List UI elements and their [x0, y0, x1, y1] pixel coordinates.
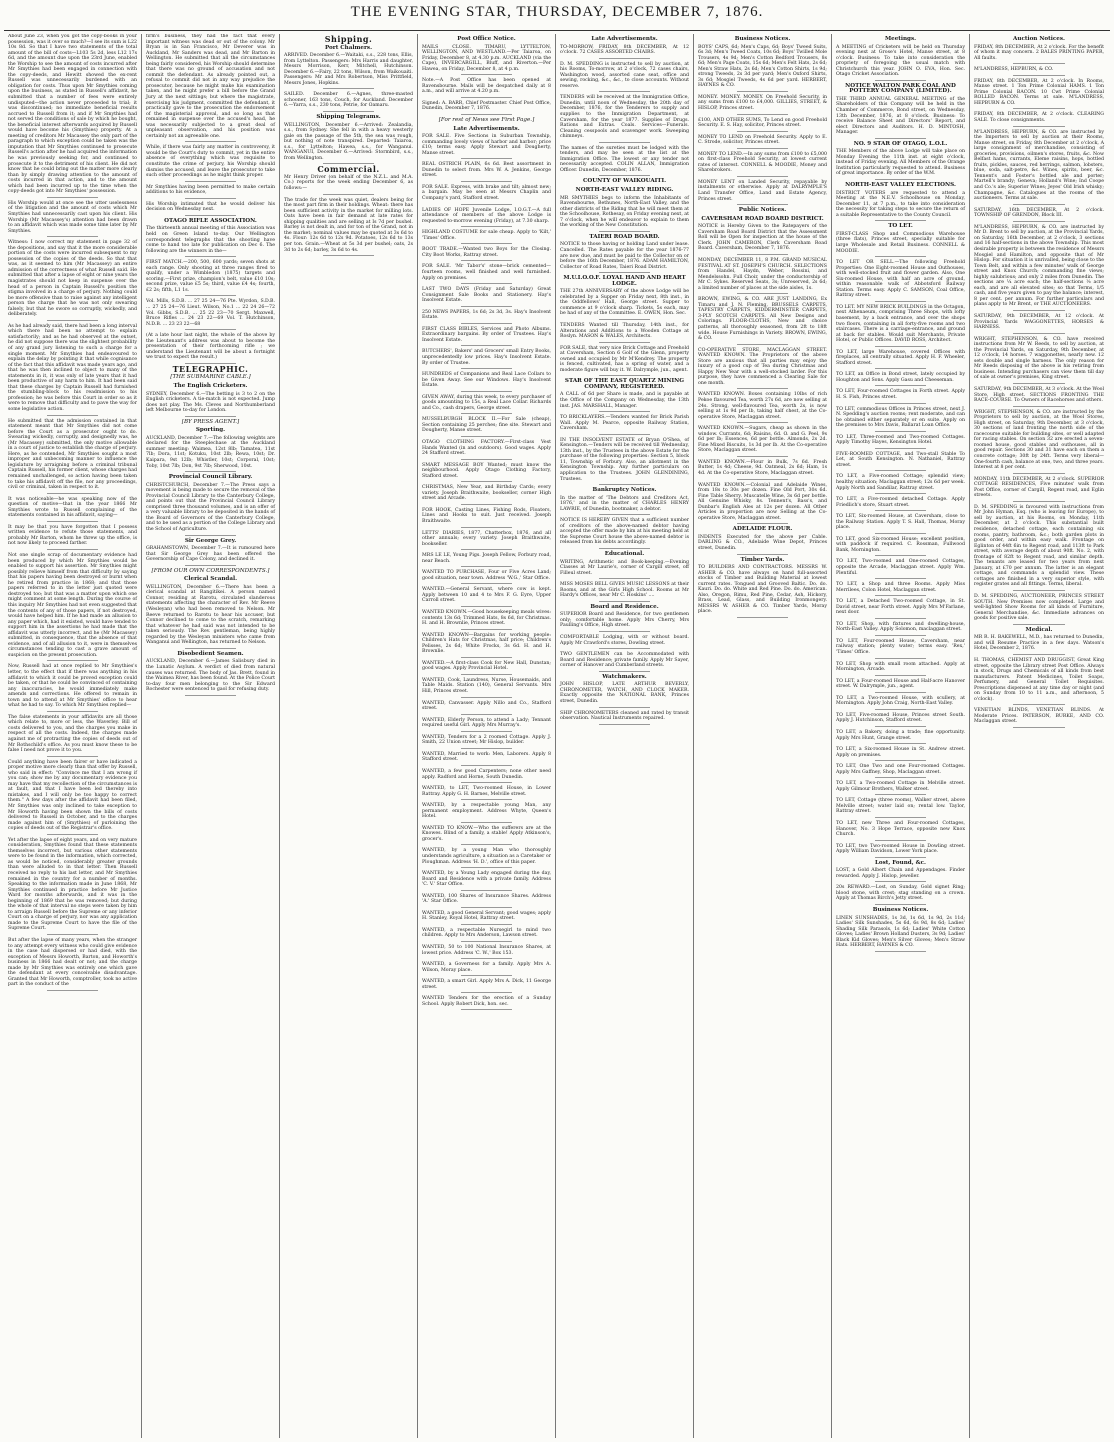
article-text: TO LET, a Five-roomed Cottage; splendid view; healthy situation; Maclaggan street; 12s 6d per week. Apply North and Sandilar, Rattray street. [836, 474, 965, 494]
article-text: FOR SALE, that very nice Brick Cottage and Freehold at Caversham, Section 6 Golf of the Glenn, property owned and occupied by Mr M'Kendrey. The property is fenced, cultivated, has a spring of water, and a moderate figure will buy it. W. Dalrymple, jun., agent. [560, 346, 689, 377]
article-text: MRS LE LE, Young Pigs. Joseph Fellow, Forbury road, near Beach. [422, 553, 551, 567]
article-text: TO LET OR SELL.—The following Freehold Properties: One Eight-roomed House and Outhouses, with well-stocked fruit and flower garden. Also, One Six-roomed House, with half an acre of ground, within reasonable walk of Abbotsford Railway Station. Terms easy. Apply C. SAMSON, Coal Office, Rattray street. [836, 260, 965, 302]
article-text: BOYS' CAPS, 6d; Men's Caps, 6d; Boys' Tweed Suits, 6s 3d; Men's Tweed Coats, 10s 6d; Boys' Twilled Mole Trousers, 4s 9d; Men's Cotton Bedford Trousers, 8s 6d; Men's Page Coats, 15s 6d; Men's Felt Hats, 2s 6d; Men's Straw Hats, 2s 6d; Men's Cotton Shirts, 1s 9d; strong Tweeds, 2s 3d per yard; Men's Oxford Shirts, 3s 6d; Mosgiel Tweeds, 4s 6d per yard. HERBERT, HAYNES & CO. [698, 45, 827, 92]
article-text: TO LET, large Warehouse, covered Offices with fireplaces, all centrally situated. Apply H. F. Wheeler, Stafford street. [836, 350, 965, 370]
article-text: D. M. SPEDDING is instructed to sell by auction, at his Rooms, To-morrow, at 2 o'clock, 72 cases chairs, Washington wood, assorted cane seat, office and sewing, rocking, &c., &c., to close accounts. Without reserve. [560, 62, 689, 93]
article-text: Yet after the lapse of eight years, and on very mature consideration, Smythies found that these statements themselves incorrect, but various other statements were to be found in the information, which corrected, as would be noticed, considerably greater grounds than were alluded to in that letter. Then Russell received no reply to his last letter, and Mr Smythies remained in the country for a number of months. Speaking to the information made in June 1868, Mr Smythies continued in practice before Mr Justice Ward for months afterwards, and it was in the beginning of 1869 that he was removed; but during the whole of that interval no steps were taken by him to arraign Russell before the Supreme or any inferior Court on a charge of perjury, nor was any application made to the Supreme Court to have the file of the Supreme Court. [8, 838, 137, 935]
section-heading: STAR OF THE EAST QUARTZ MINING COMPANY, REGISTERED. [564, 378, 685, 390]
section-heading: Clerical Scandal. [183, 576, 238, 583]
article-text: TO LET, a Four-roomed House and Half-acre Hanover street. W. Dalrymple, jun., agent. [836, 679, 965, 693]
article-text: Signed: A. BARR, Chief Postmaster. Chief Post Office, Dunedin, December 7, 1876. [422, 101, 551, 115]
article-text: VENETIAN BLINDS, VENETIAN BLINDS. At Moderate Prices. PATERSON, BURKE, AND CO. Maclaggan street. [974, 708, 1104, 728]
article-text: A CALL of 6d per Share is made, and is payable at the Office of the Company on Wednesday, the 13th inst. JAS. MARSHALL, Manager. [560, 392, 689, 412]
article-text: £100, AND OTHER SUMS, To Lend on good Freehold Security. E. S. Hay, solicitor, Princes street. [698, 118, 827, 132]
section-heading: ADELAIDE FLOUR. [732, 526, 793, 533]
column-7 [832, 34, 970, 1438]
article-text: WANTED Tenders for the erection of a Sunday School. Apply Robert Dick, hon. sec. [422, 996, 551, 1010]
article-text: CO-OPERATIVE STORE, MACLAGGAN STREET. WANTED KNOWN. The Proprietors of the above Store are anxious that all parties may enjoy the luxury of a good cup of Tea during Christmas and Happy New Year with a well-stocked larder. For this purpose, they have commenced a Clearing Sale for one month. [698, 348, 827, 390]
article-text: D. M. SPEDDING is favoured with instructions from Mr John Hyman, Esq. (who is leaving for Europe), to sell by auction, at his Rooms, on Monday, 11th December, at 2 o'clock. This substantial built residence, detached cottage, each containing six rooms, pantry, bathroom, &c.; both garden plots in good order, and within easy walk. Frontage on Eglinton of 44ft 6in to Regent road, and 113ft to Park street, with average depth of about 90ft. No. 2, with frontage of 82ft to Regent road, and similar depth. The tenants are leased for two years from next January, at £70 per annum. The latter is an elegant cottage, and commands a splendid view. These cottages are finished in a very superior style, with register grates and all fittings. Terms, liberal. [974, 505, 1104, 591]
section-heading: Business Notices. [734, 36, 791, 42]
masthead-title: THE EVENING STAR, THURSDAY, DECEMBER 7, 1876. [350, 4, 764, 20]
article-text: The false statements in your affidavits are all those which relate to, more or less, the Waverley. Bill of costs delivered to you, and the charges you make in respect of all the costs. Indeed, the charges made against me of protracting the copies of deeds out of Mr Rothschild's office. As you must know these to be false I need not prove it to you. [8, 715, 137, 757]
article-text: LADIES OF HOPE Juvenile Lodge, I.O.G.T.—A full attendance of members of the above Lodge is requested to-morrow evening (Friday), at 7.30 sharp. [422, 208, 551, 228]
article-text: TO LET, Shop with small room attached. Apply at Mornington, Arcade. [836, 662, 965, 676]
section-heading: Bankruptcy Notices. [592, 487, 657, 494]
section-heading: Board and Residence. [590, 603, 659, 610]
section-heading: Watchmakers. [602, 673, 647, 680]
article-text: TO BUILDERS AND CONTRACTORS. MESSRS W. ASHER & CO. have always on hand full-assorted stocks of Timber and Building Material at lowest current rates. Tongued and Grooved Baltic. Do. do. Kauri. Do. do. White and Red Pine. Do. do. American. Also, Oregon, Rimu, Red Pine, Cedar, Ash, Hickory, Brass, Lead, Glass, and Building Ironmongery. MESSRS W. ASHER & CO. Timber Yards, Moray place. [698, 565, 827, 618]
section-heading: Port Chalmers. [324, 44, 373, 51]
section-heading: [For rest of News see First Page.] [438, 117, 535, 124]
article-text: TO LET. MY NEW BRICK BUILDINGS in the Octagon, next Athenaeum, comprising Three Shops, with lofty basement, by a back entrance, and over the shops two floors, containing in all forty-five rooms and two staircases. There is a carriage-entrance, and ground at back for stables. Would suit Merchants, Private Hotel, or Public Offices. DAVID ROSS, Architect. [836, 305, 965, 347]
article-text: WANTED, Canvasser. Apply Nillo and Co., Stafford street. [422, 701, 551, 715]
article-text: TO LET, a Two-roomed Cottage in Melville street. Apply Gilmour Brothers, Walker street. [836, 781, 965, 795]
article-text: SATURDAY, 9th DECEMBER, At 3 o'clock. At the Wool Store, High street. SECTIONS FRONTING THE RACE-COURSE. To Owners of Racehorses and others. [974, 387, 1104, 407]
article-text: TO-MORROW, FRIDAY, 8th DECEMBER, At 12 o'clock. 72 CASES ASSORTED CHAIRS. [560, 45, 689, 59]
article-text: REAL OSTRICH PLAIN, 6s 6d. Best assortment in Dunedin to select from. Mrs W. A. Jenkins, George street. [422, 162, 551, 182]
article-text: TO LET, Three-roomed and Two-roomed Cottages. Apply Timothy Hayes, Kensington Hotel. [836, 435, 965, 449]
article-text: It was noticeable—he was speaking now of the question of motive—that in the year 1866 Mr Smythies wrote to Russell complaining of the statements contained in his affidavit, saying— [8, 497, 137, 522]
section-heading: Medical. [1025, 626, 1053, 633]
article-text: WANTED, 100 Shares of Insurance Shares. Address 'A.' Star Office. [422, 894, 551, 908]
section-heading: Disobedient Seamen. [177, 650, 244, 657]
column-2 [142, 34, 280, 1438]
article-text: OTAGO CLOTHING FACTORY.—First-class Vest Hands Wanted (in and outdoors). Good wages. Apply 24 Stafford street. [422, 440, 551, 460]
article-text: TO LET, a Shop and three Rooms. Apply Miss Merrilees, Colon Hotel, Maclaggan street. [836, 582, 965, 596]
section-heading: [THE SUBMARINE CABLE.] [170, 374, 251, 381]
article-text: TENDERS Wanted till Thursday, 14th inst., for Alterations and Additions to a Wooden Cottage at Roslyn. MASON & WALES, Architects. [560, 323, 689, 343]
article-text: MONDAY, DECEMBER 11, 8 P.M. GRAND MUSICAL FESTIVAL AT ST. JOSEPH'S CHURCH. SELECTIONS from Handel, Haydn, Weber, Rossini, and Mendelssohn. Full Choir, under the conductorship of Mr C. Sykes. Reserved Seats, 3s; Unreserved, 2s 6d; a limited number of places at the side aisles, 1s. [698, 258, 827, 294]
section-heading: Timber Yards. [740, 556, 785, 563]
section-heading: TAIERI ROAD BOARD. [589, 233, 660, 240]
article-text: FRIDAY, 8th DECEMBER, At 2 o'clock. For the benefit of whom it may concern. 2 BALES PRINTING PAPER, All faults. [974, 45, 1104, 65]
article-text: TO LET, new Three and Four-roomed Cottages, Hanover, No. 3 Hope Terrace, opposite new Knox Church. [836, 821, 965, 841]
article-text: 250 NEWS PAPERS, 1s 6d; 2s 3d, 3s. Hay's Insolvent Estate. [422, 310, 551, 324]
article-text: THE 27th ANNIVERSARY of the above Lodge will be celebrated by a Supper on Friday next, 8th inst., in the Oddfellows' Hall, George street. Supper to commence at 9 o'clock sharp. Tickets, 5s each, may be had of any of the Committee. E. OWEN, Hon. Sec. [560, 289, 689, 320]
article-text: JOHN HISLOP, LATE ARTHUR BEVERLY, CHRONOMETER, WATCH, AND CLOCK MAKER. Exactly opposite the NATIONAL BANK, Princes street, Dunedin. [560, 682, 689, 707]
article-text: D. M. SPEDDING, AUCTIONEER, PRINCES STREET SOUTH. New Premises now completed. Large and well-lighted Show Rooms for all kinds of Furniture, General Merchandise, &c. Immediate advances on goods for positive sale. [974, 594, 1104, 625]
section-heading: Post Office Notice. [457, 36, 516, 42]
article-text: WANTED.—A first-class Cook for New Hall, Dunstan; good wages. Apply Provincial Hotel. [422, 661, 551, 675]
section-heading: M.U.I.O.O.F. LOYAL HAND AND HEART LODGE. [563, 275, 686, 287]
article-text: WANTED.—General Servant, where cow is kept. Apply between 10 and 4 to Mrs F. G. Eyre, Upper Carroll street. [422, 587, 551, 607]
article-text: While, if there was fairly any matter in controversy, it would be the Court's duty to commit, yet in the entire absence of everything which was requisite to constitute the crime of perjury, his Worship should dismiss the accused, and leave the prosecutor to take such other proceedings as he might think proper. [146, 145, 275, 181]
column-container [4, 34, 1110, 1438]
article-text: M'LANDRESS, HEPBURN, & CO. are instructed by the Importers to sell by auction at their Rooms, Manse street, on Friday, 8th December at 2 o'clock, A large consignment of merchandise, consisting of groceries, provisions, oilmen's stores, fruits, &c. Now Belfast hams, currants, Eleme raisins, hops, bottled fruits, pickles, sauces, red herrings, salmon, lobsters, blue, soda, salt-petre, &c. Wines, spirits, beer, &c. Tennent's and Foster's bottled ale and porter; Martell's brandy; Geneva; Holland's Wine; Ind Coope and Co.'s ale; Superior Wines; Jeyes' Old Irish whisky; Champagne, &c. Catalogues at the rooms of the auctioneers. Terms at sale. [974, 130, 1104, 205]
article-text: Could anything have been fairer or have indicated a proper motive more clearly than that offer by Russell, who said in effect: "Convince me that I am wrong if you can; show me by any documentary evidence you may have that my recollection of the circumstances is at fault, and that I have been led thereby into mistakes, and I will only be too happy to correct them." A few days after the affidavit had been filed, Mr Smythies was only inclined to take exception to Mr Howorth having been shown the bills of costs delivered to Russell in October, and to the charges made against him of (Smythies) of purloining the copies of deeds out of the Registrar's office. [8, 760, 137, 835]
article-text: M'LANDRESS, HEPBURN, & CO. [974, 67, 1104, 76]
section-heading: OTAGO RIFLE ASSOCIATION. [164, 217, 257, 224]
article-text: SATURDAY, 9th DECEMBER, At 12 o'clock. At Provincial Yards WAGGONETTES, HORSES & HARNESS. [974, 314, 1104, 334]
article-text: MR R. H. BAKEWELL, M.D., has returned to Dunedin, and will Resume Practice in a few days. Watson's Hotel, December 2, 1876. [974, 635, 1104, 655]
article-text: WANTED, by a Young Lady engaged during the day, Board and Residence with a private family. Address 'C. V.' Star Office. [422, 871, 551, 891]
section-heading: NO. 9 STAR OF OTAGO, L.O.L. [853, 140, 948, 147]
article-text: TO BRICKLAYERS.—Tenders wanted for Brick Parish Wall. Apply M. Pearce, opposite Railway Station, Caversham. [560, 415, 689, 435]
article-text: SAILED. December 6.—Agnes, three-masted schooner, 163 tons, Couch, for Auckland. December 6.—Yarra, s.s., 230 tons, Petrie, for Oamaru. [284, 92, 413, 112]
article-text: MONEY TO LEND.—In any sums from £100 to £5,000 on first-class Freehold Security, at lowest current rates of interest. CONNELL & MOODIE, Money and Sharebrokers. [698, 152, 827, 177]
article-text: The names of the sureties must be lodged with the tenders, and may be seen at the list at the Immigration Office. The lowest or any tender not necessarily accepted. COLIN ALLAN, Immigration Officer. Dunedin, December, 1876. [560, 146, 689, 177]
section-heading: Shipping. [324, 34, 373, 44]
article-text: TO LET, an Office in Bond street, lately occupied by Houghton and Sons. Apply Gasu and Cheeseman. [836, 372, 965, 386]
section-heading: COUNTY OF WAIKOUAITI. [582, 178, 667, 185]
article-text: WRIGHT, STEPHENSON, & CO. have received instructions from Mr W. Reeds, to sell by auction, at the Provincial Yards, on Saturday, 9th December, at 12 o'clock, 14 horses. 7 waggonettes, nearly new. 12 sets double and single harness. The only reason for Mr Reeds disposing of the above is his retiring from business. Intending purchasers can view them till day of sale at owner's premises, King street. [974, 337, 1104, 384]
article-text: WANTED KNOWN—Bargains for working people: Children's Hats for Christmas, half price; Children's Pelisses, 2s 6d; White Frocks, 3s 6d. H. and H. Brownlie. [422, 633, 551, 658]
article-text: TO LET, a Bakery, doing a trade; fine opportunity. Apply Mrs Hunt, Grange street. [836, 730, 965, 744]
column-8 [970, 34, 1108, 1438]
article-text: TO LET, Six-roomed House, at Caversham, close to the Railway Station. Apply T. S. Hall, Thomas, Moray place. [836, 514, 965, 534]
section-heading: Provincial Council Library. [168, 474, 253, 481]
article-text: NOTICE is Hereby Given to the Ratepayers of the Caversham Road Board District that the Assessment Roll will be Open for inspection at the house of the Clerk. JOHN CAMERON, Clerk Caversham Road Board. Caversham, December 7, 1876. [698, 224, 827, 255]
article-text: FOR HOOK, Casting Lines, Fishing Rods, Floaters, Lines and Hooks to suit. Just received. Joseph Braithwaite. [422, 508, 551, 528]
article-text: Not one single scrap of documentary evidence had been produced by which Mr Smythies would be enabled to support his assertion. Mr Smythies might possibly relieve himself from that difficulty by saying that his papers having been destroyed or burnt when he retired from practice in 1868; and that those papers referred to in the letter just quoted were destroyed too; but that was a matter upon which one might comment at some length. During the course of this inquiry Mr Smythies had not even suggested that the contents of any of those papers, if not destroyed, would have helped him. If he had made an allusion to any paper which, had it existed, would have tended to support him in the assertions he had made that the affidavit was utterly incorrect, and he (Mr Macassey) submitted, in consequence, that the absence of that evidence, and of all allusion to it, were in themselves circumstances tending to cast a grave amount of suspicion on the present prosecution. [8, 553, 137, 661]
article-text: But after the lapse of many years, when the stranger to any attempt every witness who could give evidence in the case had dispersed or had died, with the exception of Messrs Howorth, Barton, and Howorth's business in 1866 had dealt or not; and the charge made by Mr Smythies was entirely one which gave the defendant at every conceivable disadvantage. Granted that Mr Howorth, comptroller, took no active part in the conduct of the [8, 938, 137, 991]
article-text: WANTED, Tenders for a 2 roomed Cottage. Apply J. Smith, 22 Union street; Mr Hislop, builder. [422, 735, 551, 749]
column-5 [556, 34, 694, 1438]
article-text: TO LET, a Detached Two-roomed Cottage, in St. David street, near Forth street. Apply Mrs M'Farlane, next door. [836, 599, 965, 619]
article-text: LINEN SUNSHADES, 1s 3d, 1s 6d, 1s 9d, 2s 11d; Ladies' Silk Sunshades, 5s 6d, 6s 9d, 8s 6d; Ladies' Shading Silk Parasols, 1s 6d; Ladies' White Cotton Gloves; Ladies' Brown Holland Dusters, 3s 9d; Ladies' Black Kid Gloves; Men's Silver Gloves; Men's Straw Hats. HERBERT, HAYNES & CO. [836, 916, 965, 952]
section-heading: TO LET. [888, 223, 913, 230]
article-text: Note.—A Post Office has been opened at Ravensbourne. Mails will be despatched daily at 8 a.m., and will arrive at 4.20 p.m. [422, 78, 551, 98]
article-text: TO LET, Four-roomed House, Caversham, near railway station; plenty water; terms easy. 'Rex,' 'Times' Office. [836, 639, 965, 659]
article-text: firm's business, they had the fact that every important witness was dead or out of the colony. Mr Bryan is in San Francisco, Mr Deverer was in Auckland, Mr Sanders was dead, and Mr Barton in Wellington. He submitted that all the circumstances being fairly considered, his Worship should determine that there was no ground of accusation and not commit the defendant. As already pointed out, a refusal to commit did not in any way prejudice the prosecutor, because he might make his examination taken, and he might prefer a bill before the Grand Jury at the next sittings; but where the magistrate, exercising his judgment, committed the defendant, it practically gave to the prosecution the endorsement of the magisterial approval, and so long as that remained in suspense over the accused's head, he was necessarily subjected to a great deal of unpleasant observation, and his position was certainly not an agreeable one. [146, 34, 275, 142]
article-text: TO LET, a Five-roomed detached Cottage. Apply Friedlich's store, Stuart street. [836, 497, 965, 511]
column-4 [418, 34, 556, 1438]
article-text: TO LET, good Six-roomed House; excellent position, with paddock if required. C. Rossman, Fullwood Bank, Mornington. [836, 537, 965, 557]
article-text: BOOT TRADE.—Wanted two Boys for the Closing. City Boot Works, Rattray street. [422, 247, 551, 261]
article-text: His Worship would at once see the utter uselessness of the litigation and the amount of costs which Mr Smythies had unnecessarily cast upon his client. His Worship (Mr Macassey's) attention had been drawn to an affidavit which was made some time later by Mr Smythies. [8, 201, 137, 237]
article-text: TWO GENTLEMEN can be Accommodated with Board and Residence; private family. Apply Mr Sayer, corner of Hanover and Cumberland streets. [560, 652, 689, 672]
article-text: In the matter of 'The Debtors and Creditors Act, 1876,' and in the matter of CHARLES HENRY LAWRIE, of Dunedin, bootmaker, a debtor. [560, 496, 689, 516]
article-text: FIRST MATCH.—200, 500, 600 yards; seven shots at each range. Only shooting at three ranges fired to qualify, under a Wimbledon (1875) targets and scoring.—First prize, champion's belt, value £10 10s; second prize, value £5 5s; third, value £4 4s; fourth, £2 2s; fifth, L1 1s. [146, 260, 275, 296]
section-heading: Meetings. [884, 36, 917, 42]
article-text: WANTED, by a respectable young Man, any permanent employment. Address Whyte, Queen's Hotel. [422, 803, 551, 823]
article-text: M'LANDRESS, HEPBURN, & CO. are instructed by Mr D. Brent to sell by auction, at the Provincial Yards, on Saturday, 16th December, at 2 o'clock, 3 sections and 16 half-sections in the above Township. This most desirable property is between the residence of Messrs Mosgiel and Hamilton, and opposite that of Mr Hislop. For situation it is unrivalled, being close to the Town Belt, and within a few minutes' walk of George street and Knox Church; commanding fine views; highly salubrious; and only 2 miles from Dunedin. The sections are ¼ acre each; the half-sections ⅛ acre each, and are all elevated sites; so that Terms, 1/5 cash, and five years given to pay the balance; interest, 8 per cent. per annum. For further particulars and plans apply to Mr Brent, or THE AUCTIONEERS. [974, 225, 1104, 311]
article-text: MONEY. MONEY. MONEY. On Freehold Security, in any sums from £100 to £4,000. GILLIES, STREET, & HISLOP, Princes street. [698, 95, 827, 115]
article-text: CHRISTMAS, New Year, and Birthday Cards; every variety. Joseph Braithwaite, bookseller, corner High street and Arcade. [422, 485, 551, 505]
article-text: WANTED, 50 to 100 National Insurance Shares, at lowest price. Address 'C. W.,' Box 153. [422, 945, 551, 959]
article-text: BUTCHERS', Bakers' and Grocers' small Entry Books, unprecedentedly low prices. Hay's Insolvent Estate. By order of Trustee. [422, 349, 551, 369]
article-text: 20s REWARD.—Lost, on Sunday, Gold signet Ring; blood stone, with crest; stag standing on a crown. Apply at Thomas Birch's Jetty street. [836, 885, 965, 905]
section-heading: Business Notices. [872, 906, 929, 913]
article-text: THE Members of the above Lodge will take place on Monday Evening the 11th inst. at eight o'clock, instead of Friday evening. All Members of the Orange Institution particularly requested to attend. Business of great importance. By order of the W.M. [836, 149, 965, 180]
article-text: Now, Russell had at once replied to Mr Smythies's letter, to the effect that if there was anything in his affidavit to which it could be proved exception could be taken, or that he could be convinced of containing any inaccuracies, he would immediately make amends and corrections. He offered to remain in town and to attend at Mr Smythies' office to hear what he had to say. To which Mr Smythies replied— [8, 664, 137, 711]
article-text: IN THE INSOLVENT ESTATE of Bryan O'Shea, of Kensington.—Tenders will be received till Wednesday, 13th inst., by the Trustees in the above Estate for the purchase of the following properties: Section 5, block 11, Township of Forbury. Also, an allotment in the Kensington Township. Any further particulars on application to the Trustees. JOHN GLENDINING, Trustees. [560, 438, 689, 485]
article-text: WANTED TO PURCHASE, Four or Five Acres Land; good situation, near town. Address 'W.G.,' Star Office. [422, 570, 551, 584]
article-text: TO LET, One Two and one Four-roomed Cottages. Apply Mrs Gaffney, Shop, Maclaggan street. [836, 764, 965, 778]
article-text: WANTED, by a young Man who thoroughly understands agriculture, a situation as a Caretaker or Ploughman. Address 'H. D.', office of this paper. [422, 848, 551, 868]
article-text: TO LET, a Six-roomed House in St. Andrew street. Apply on premises. [836, 747, 965, 761]
article-text: TO LET, commodious Offices in Princes street, next J. N. Spedding's auction rooms; rent moderate, and can be obtained either separately or en suite. Apply on the premises to Mrs Davis, Ballarat Loan Office. [836, 407, 965, 432]
article-text: WANTED KNOWN. Boxes containing 10lbs of rich Pekoe flavoured Tea, worth 27s 6d, are now selling at 24s. Strong, well-flavoured Tea, worth 2s, is now selling at 1s 9d per lb, taking half chest, at the Co-operative Store, Maclaggan street. [698, 392, 827, 423]
article-text: FOR SALE. Express, with brake and tilt; almost new; a bargain. May be seen at Messrs Chaplin and Company's yard, Stafford street. [422, 185, 551, 205]
article-text: GRAHAMSTOWN, December 7.—It is rumoured here that Sir George Grey has been offered the Governorship of Cape Colony, and declined it. [146, 546, 275, 566]
article-text: TO LET, a Two-roomed House, with scullery, at Mornington. Apply John Craig, North-East Valley. [836, 696, 965, 710]
section-heading: Public Notices. [738, 207, 787, 214]
article-text: HIGHLAND COSTUME for sale cheap. Apply to 'Kilt,' 'Times' Office. [422, 230, 551, 244]
section-heading: Shipping Telegrams. [316, 114, 381, 121]
article-text: NOTICE IS HEREBY GIVEN that a sufficient number of creditors of the above-named debtor having accepted the offer made by him at his meeting held at the Supreme Court house the above-named debtor is released from his debts accordingly. [560, 518, 689, 549]
article-text: WANTED KNOWN.—Flour in Bulk, 7s 6d. Fresh Butter, 1s 4d; Cheese, 9d. Oatmeal, 2s 6d; Ham, 1s 4d. At the Co-operative Store, Maclaggan street. [698, 460, 827, 480]
article-text: TO LET, Two-roomed and One-roomed Cottages, opposite the Arcade, Maclaggan street. Apply Wm. Plentiful. [836, 559, 965, 579]
article-text: CHRISTCHURCH, December 7.—The Press says a movement is being made to secure the removal of the Provincial Council Library to the Canterbury College, and points out that the Provincial Council Library comprised three thousand volumes, and is an offer of a very valuable library to be deposited in the hands of the Board of Governors of the Canterbury College, and to be used as a portion of the College Library and the School of Agriculture. [146, 483, 275, 536]
article-text: TO LET, two Two-roomed House in Dowling street. Apply William Davidson, Lower York place. [836, 844, 965, 858]
section-heading: NORTH-EAST VALLEY RIDING. [575, 187, 674, 194]
section-heading: NOTICE WALTON PARK COAL AND POTTERY COMPANY (LIMITED). [845, 82, 956, 95]
article-text: AUCKLAND, December 7.—The following weights are declared for the Steeplechase at the Auckland summer meeting: Waimea, 12st 8lb; Tamatea, 11st 7lb; Dora, 11st; Kotuku, 10st 2lb; Rewa, 10st; Dr. Kaipara, 9st 12lb; Whistler, 10st; Corporal, 10st; Toby, 10st 7lb; Don, 9st 7lb; Sherwood, 10st. [146, 436, 275, 472]
article-text: Mr Smythies having been permitted to make certain additions to his evidence, [146, 185, 275, 199]
section-heading: Sir George Grey. [184, 537, 237, 544]
article-text: It may be that you have forgotten that I possess written evidence to refute those statements, and probably Mr Barton, whom he threw up the office, is not now likely to proceed farther. [8, 525, 137, 550]
article-text: MISS MOSES BELL GIVES MUSIC LESSONS at their Rooms, and at the Girls High School. Rooms at Mr Hardy's Offices, near Mr C. Hoskins' .... [560, 582, 689, 602]
article-text: MONEY LENT on Landed Security, repayable by instalments or otherwise. Apply at DALRYMPLE'S Land Transfer Office, Land and Estate Agency, Princes street. [698, 180, 827, 205]
article-text: WANTED KNOWN.—Sugars, cheap as shown in the window. Currants, 6d; Raisins, 6d. O. and G. Peel, 9s 6d per lb; Essences, 6d per bottle. Almonds, 2s 2d. Fine Mixed Biscuits, 1s 3d per lb. At the Co-operative Store, Maclaggan street. [698, 426, 827, 457]
article-text: SATURDAY, 16th DECEMBER, At 2 o'clock. TOWNSHIP OF GRENDON, Block III. [974, 208, 1104, 222]
article-text: MR SMYTHIES begs to inform the Inhabitants of Ravensbourne, Bethunes, North-East Valley, and the other districts of the Riding that he will meet them at the Schoolhouse, Rothesay, on Friday evening next, at 7 o'clock, when he will endeavor to explain to them the working of the New Constitution. [560, 196, 689, 232]
article-text: GIVEN AWAY, during this week, to every purchaser of goods amounting to 15s, a Real Lace Collar. Richards and Co., cash drapers, George street. [422, 395, 551, 415]
article-text: TO LET, Four-roomed Cottages in Forth street. Apply H. S. Fish, Princes street. [836, 389, 965, 403]
article-text: WANTED, to LET, Two-roomed House, in Lower Rattray. Apply G. H. Barnes, Melville street. [422, 786, 551, 800]
article-text: H. THOMAS, CHEMIST AND DRUGGIST, Great King street, opposite the Library street Post Office. Always in stock, Drugs and Chemicals of all kinds from best manufacturers. Patent Medicines, Toilet Soaps, Perfumery, and General Toilet Requisites. Prescriptions dispensed at any time day or night (and on Sunday from 10 to 11 a.m., and afternoon, 5 o'clock). [974, 658, 1104, 705]
article-text: WANTED KNOWN.—Colonial and Adelaide Wines, from 18s to 30s per dozen. Fine Old Port, 30s 6d. Fine Table Sherry. Muscatelle Wine, 3s 6d per bottle. All Genuine Whisky, 8s. Tennent's, Bass's, and Dunbar's English Ales at 12s per dozen. All Other Articles in proportion are now Selling at the Co-operative Store, Maclaggan street. [698, 483, 827, 525]
article-text: FRIDAY, 8th DECEMBER, At 2 o'clock. In Rooms, Manse street. 1 Ton Prime Colonial HAMS. 1 Ton Prime Colonial BACON. 10 Cwt Prime Colonial ROLLED BACON. Terms at sale. M'LANDRESS, HEPBURN & CO. [974, 79, 1104, 110]
masthead [0, 4, 1114, 30]
article-text: As he had already said, there had been a long interval which there had been no attempt to explain satisfactorily; and as he had observed at the outset, he did not suppose there was the slightest probability of any grand jury listening to such a charge for a single moment. Mr Smythies had endeavoured to explain the delay by pointing it that while cognisance of the fact that this affidavit was made years ago, and that he was then inclined to object to many of the statements in it, it was only of late years that it had been productive of any harm to him. It had been said that these charges by Captain Russell had furnished the stumbling-block to his readmission to his profession; he was before this Court in order so as it were to remove that difficulty and to pave the way for some legislative action. [8, 324, 137, 416]
article-text: SMART MESSAGE BOY Wanted; must know the neighbourhood. Apply Otago Clothing Factory, Stafford street. [422, 463, 551, 483]
section-heading: [FROM OUR OWN CORRESPONDENTS.] [151, 567, 270, 574]
section-heading: NORTH-EAST VALLEY ELECTIONS. [845, 182, 956, 189]
article-text: WANTED, a Governess for a family. Apply Mrs A. Wilson, Moray place. [422, 962, 551, 976]
article-text: THE THIRD ANNUAL GENERAL MEETING of the Shareholders of this Company will be held in the Chamber of Commerce, Bond street, on Wednesday, 13th December, 1876, at 8 o'clock. Business: To receive Balance Sheet and Directors' Report, and elect Directors and Auditors. H. D. MINTOSH, Manager. [836, 97, 965, 139]
article-text: DISTRICT VOTERS are requested to attend a Meeting at the N.E.V. Schoolhouse on Monday, December 11, at 7 p.m., to take into consideration the necessity for taking steps to secure the return of a suitable Representative to the County Council. [836, 191, 965, 222]
article-text: LAST TWO DAYS (Friday and Saturday) Great Consignment Sale Books and Stationery. Hay's Insolvent Estate. [422, 287, 551, 307]
article-text: The trade for the week was quiet, dealers being for the most part firm in their holdings. Wheat: there has been sufficient activity in the market for milling lots. Oats have been in fair demand at late rates for shipping qualities and are selling at Is 7d per bushel. Barley is not dealt in, and for ton of the Grand, not in the market; nominal values may be quoted at 3s 6d to 4s. Flour: 12s 6d to 12s 9d. Potatoes, 12s 6d to 13s per ton. Grain.—Wheat at 5s 3d per bushel; oats, 2s 3d to 2s 6d; barley, 3s 6d to 4s. [284, 198, 413, 256]
article-text: A MEETING of Cricketers will be held on Thursday evening next at Grose's Hotel, Manse street, at 8 o'clock. Business: To take into consideration the propriety of foregoing the usual match with Christchurch this year. JOHN O. EVA, Hon. Sec. Otago Cricket Association. [836, 45, 965, 81]
article-text: Vol. Mills, S.D.B. ... 27 25 24—76 Pte. Wyrdon, S.D.B. ... 27 25 24—76 Lieut. Wilson, No.1 ... 22 24 26—72 Vol. Gibbs, S.D.B. ... 25 22 23—70 Sergt. Maxwell, Bruce Rifles ... 24 23 22—69 Vol. T. Hutchinson, N.D.B. ... 23 23 22—68 [146, 299, 275, 330]
article-text: MUSSELBURGH BLOCK II.—For Sale (cheap), Section containing 25 perches; fine site. Stewart and Dougherty, Manse street. [422, 417, 551, 437]
article-text: FRIDAY, 8th DECEMBER, At 2 o'clock. CLEARING SALE. To close consignments. [974, 112, 1104, 126]
article-text: WANTED TO KNOW.—Who the sufferers are at the Knowes. Blind of a family, a stable! Apply Atkinson's, grocer's. [422, 826, 551, 846]
section-heading: CAVERSHAM ROAD BOARD DISTRICT. [701, 215, 824, 222]
article-text: MONDAY, 11th DECEMBER, At 2 o'clock. SUPERIOR COTTAGE RESIDENCES, Five minutes' walk from Post Office, corner of Cargill, Regent road, and Eglin streets. [974, 477, 1104, 502]
article-text: FIVE-ROOMED COTTAGE, and Two-stall Stable To Let, at South Kensington. N. Nathaniel, Rattray street. [836, 452, 965, 472]
article-text: WANTED, a good General Servant; good wages; apply H. Stanley, Royal Hotel, Rattray street. [422, 911, 551, 925]
article-text: WANTED, Cook, Laundress, Nurse, Housemaids, and Table Maids. Station (140), General Servants. Mrs Hill, Princes street. [422, 678, 551, 698]
article-text: Mr Henry Driver (on behalf of the N.Z.L. and M.A. Co.) reports for the week ending December 6, as follows:— [284, 175, 413, 195]
article-text: The thirteenth annual meeting of this Association was held on Green Island to-day. Our Wellington correspondent telegraphs that the shooting have come to hand too late for publication on Dec 6. The following are the winners in the— [146, 226, 275, 257]
article-text: Witness: I now correct my statement in page 32 of the depositions, and say that it the more considerable portion of the costs were incurred subsequent to my possession of the copies of the deeds. So that that was, as it seemed to him (Mr Macassey) an entire admission of the correctness of what Russell said. He submitted that after a lapse of eight or nine years the magistrates should not keep in suspense over the head of a person in Captain Russell's position the stigma involved in a charge of perjury. Nothing could be more offensive than to raise against any intelligent person the charge that he was not only swearing falsely, but that he swore so corruptly, wickedly, and deliberately. [8, 240, 137, 321]
article-text: TENDERS will be received at the Immigration Office, Dunedin, until noon of Wednesday, the 20th day of December, 1876, for the Tenderers to supply and supplies to the Immigration Department, at Caversham, for the year 1877. Supplies of Drugs. Rations and Extras. Coals. Services—Funerals. Cleaning cesspools and scavenger work. Sweeping chimneys. [560, 95, 689, 142]
article-text: TO LET, Shop, with fixtures and dwelling-house, North-East Valley. Apply Solomon, maclaggan street. [836, 622, 965, 636]
section-heading: The English Cricketers. [173, 382, 248, 389]
section-heading: Late Advertisements. [591, 36, 658, 42]
article-text: TO LET, Cottage (three rooms), Walker street, above Melville street; water laid on; rental low. Taylor, Rattray street. [836, 798, 965, 818]
article-text: WANTED, a smart Girl. Apply Mrs A. Dick, 11 George street. [422, 979, 551, 993]
article-text: LETTS' DIARIES, 1877, Chatterbox, 1876, and all other annuals; every variety. Joseph Braithwaite, bookseller. [422, 531, 551, 551]
article-text: WANTED, Married to work: Men, Laborers. Apply 8 Stafford street. [422, 752, 551, 766]
article-text: TO LET, Five-roomed House, Princes street South. Apply J. Hutchinson, Stafford street. [836, 713, 965, 727]
masthead-rule [4, 30, 1110, 31]
article-text: MAILS CLOSE. TIMARU, LYTTELTON, WELLINGTON, AND WESTLAND.—Per Taiaroa, on Friday, December 8, at 4.30 p.m. AUCKLAND (via the Cape), INVERCARGILL, Bluff, and Riverton.—Per Hawea, on Friday, December 8, at 4 p.m. [422, 45, 551, 76]
article-text: LOST, a Gold Albert Chain and Appendages. Finder rewarded. Apply J. Hislop, jeweller. [836, 868, 965, 882]
column-1 [4, 34, 142, 1438]
article-text: (At a late hour last night, the whole of the above by the Lieutenant's address was about to become the presentation of their forthcoming rifle ; we understand the Lieutenant will be about a fortnight we trust to expect the result.) [146, 333, 275, 364]
article-text: WRIGHT, STEPHENSON, & CO. are instructed by the Proprietors to sell by auction, at the Wool Stores, High street, on Saturday, 9th December, at 3 o'clock, 30 sections of land fronting the north side of the racecourse suitable for building sites, or well adapted for racing stables. On section 32 are erected a seven-roomed house, good stables and outhouses, all in good repair. Sections 30 and 31 have each on them a concrete cottage; 30ft by 24ft. Terms very liberal—One-fourth cash, balance at one, two, and three years. Interest at 8 per cent. [974, 410, 1104, 474]
section-heading: Lost, Found, &c. [874, 859, 927, 866]
section-heading: TELEGRAPHIC. [172, 363, 249, 374]
article-text: WANTED, Elderly Person, to attend a Lady; Tennant required useful Girl. Apply Mrs Murray's. [422, 718, 551, 732]
article-text: SHIP CHRONOMETERS cleaned and rated by transit observation. Nautical Instruments repaired. [560, 711, 689, 725]
article-text: SYDNEY, December 6.—The betting is 3 to 2 on the English cricketers. A tie-match is not expected. Jump does not play. The Ms. Cleves and Northumberland left Melbourne to-day for London. [146, 392, 275, 417]
article-text: FOR SALE. 'Mr Tabor's' stone—brick cemented—fourteen rooms, well finished and well furnished. Apply on premises. [422, 264, 551, 284]
article-text: WRITING, Arithmetic and Book-keeping.—Evening Classes at Mr Laurie's, corner of Cargill street, off Filleul street. [560, 560, 689, 580]
section-heading: Sporting. [195, 427, 226, 434]
article-text: WELLINGTON, December 6.—There has been a clerical scandal at Rangitikei. A person named Connor, residing at Rarotu, circulated slanderous statements affecting the character of Rev. Mr Reeve (Wesleyan) who had been removed to Nelson. Mr Reeve returned to Rarotu to hear his accuser, but Connor declined to come to the scratch, remarking that whatever he had said was not intended to be taken seriously. The Rev. gentleman, being highly regarded by the Wesleyan ministers who came from Wanganui and Wellington, has returned to Nelson. [146, 585, 275, 649]
section-heading: Late Advertisements. [453, 125, 520, 132]
article-text: FIRST-CLASS Shop and Commodious Warehouse (three flats), Princes street, specially suitable for large Wholesale and Retail Business. CONNELL & MOODIE. [836, 232, 965, 257]
article-text: WANTED KNOWN.—Good housekeeping meals wives: contents 13s 6d; Trimmed Hats, 8s 6d, for Christmas. H. and H. Brownlie, Princes street. [422, 610, 551, 630]
article-text: HUNDREDS of Companions and Real Lace Collars to be Given Away. See our Windows. Hay's Insolvent Estate. [422, 372, 551, 392]
article-text: FIRST CLASS BIBLES, Services and Photo Albums. Extraordinary bargains. By order of Trustees. Hay's Insolvent Estate. [422, 327, 551, 347]
article-text: He submitted that the admission contained in that statement meant that Mr Smythies did not come before the Court as a prosecutor ought to do. Swearing wickedly, corruptly, and designedly was, he (Mr Macassey) submitted, the only motive allowable in a court of justice to establish the charge of perjury. Here, as he contended, Mr Smythies sought a most improper and unbecoming manner to influence the legislature by arraigning before a criminal tribunal Captain Russell, his former client, whose charges had remained unchallenged, so action having been taken to take his affidavit off the file, nor any proceedings, civil or criminal, taken in respect to it. [8, 419, 137, 494]
article-text: WANTED, a respectable Nursegirl to mind two children. Apply to Mrs Anderson, Lawson street. [422, 928, 551, 942]
article-text: SUPERIOR Board and Residence, for two gentlemen only; comfortable home. Apply Mrs Cherry, Mrs Paulling's Office, High street. [560, 612, 689, 632]
article-text: COMFORTABLE Lodging, with or without board. Apply Mr Crawford's stores, Dowling street. [560, 635, 689, 649]
article-text: BROWN, EWING, & CO. ARE JUST LANDING, Ex Timaru and J. N. Fleming, BRUSSELS CARPETS, TAPESTRY CARPETS, KIDDERMINSTER CARPETS, 3-PLY SCOTCH CARPETS. All New Designs and Colorings. FLOOR-CLOTHS, New and choice patterns, all thoroughly seasoned, from 2ft to 18ft wide. House Furnishings in Variety. BROWN, EWING, & CO. [698, 297, 827, 344]
article-text: About June 23, when you got the copy-books in your possession, was it over so much?—I see its sum is L22 10s 8d. So that I have two statements of the total amount of the bill of costs—L103 5s 2d, less L12 17s 6d, and the amount due upon the 23rd June, enabled the Worship to see the amount of costs incurred after Mr Smythies had been engaged in connection with the copy-deeds, and Hewitt showed the ex-rent Russell was unnecessarily burdened with an obligation for costs. Thus upon Mr Smythies coming upon the business, as stated in Russell's affidavit, he submitted that a number of fees were entirely undisputed—the action never proceeded to trial; it was discontinued; no immediate beneficial results accrued to Russell from it; and if Mr Smythies had not served the conditions of sale by which he bought, the beneficial interest afterwards acquired by Russell would have become his (Smythies) property. At a meeting of creditors Mr Macassey the only part of the paragraph to which exception could be taken was the imputation that Mr Smythies continued to prosecute Russell's action after he had acquired the information he was previously seeking for, and continued to prosecute it to the detriment of his client. He did not know that he could bring out the matter more clearly than by simply drawing attention to the amount of costs incurred in that action, and to the amount which had been incurred up to the time when the copy-deeds got into Mr Smythies' possession. [8, 34, 137, 198]
section-heading: Educational. [604, 551, 645, 558]
article-text: NOTICE to those having or holding Land under lease. Cancelled. The Rates payable for the year 1876-77 are now due, and must be paid to the Collector on or before the 16th December, 1876. ADAM HAMILTON, Collector of Road Rates, Taieri Road District. [560, 242, 689, 273]
article-text: FOR SALE. Five Sections in Suburban Township, commanding lovely views of harbor and harbor; price £10; terms easy. Apply Stewart and Dougherty, Manse street. [422, 134, 551, 159]
article-text: ARRIVED. December 6.—Waitaki, s.s., 228 tons, Ellis, from Lyttelton. Passengers: Mrs Harris and daughter, Messrs Morrison, Kerr, Mitchell, Hutchinson. December 6.—Fairy, 22 tons, Wilson, from Waikouaiti. Passengers: Mr and Mrs Robertson, Miss Prittfield, Messrs Jones, Hopkins. [284, 53, 413, 89]
section-heading: [BY PRESS AGENT.] [181, 418, 240, 425]
article-text: INDENTS Executed for the above per Cable. DARLING & CO., Adelaide Wine Depot, Princes street, Dunedin. [698, 535, 827, 555]
article-text: MONEY TO LEND on Freehold Security. Apply to E. C. Strode, solicitor, Princes street. [698, 135, 827, 149]
section-heading: Commercial. [317, 164, 380, 175]
article-text: WELLINGTON, December 6.—Arrived: Zealandia, s.s., from Sydney. She fell in with a heavy westerly gale on the passage of the 5th, the sea was rough, but nothing of note transpired. Departed: Taiaroa, s.s., for Lyttelton; Hawea, s.s., for Wanganui. WANGANUI, December 6.—Arrived: Stormbird, s.s., from Wellington. [284, 123, 413, 165]
article-text: His Worship intimated that he would deliver his decision on Wednesday next. [146, 202, 275, 216]
column-6 [694, 34, 832, 1438]
article-text: AUCKLAND, December 6.—James Salisbury died in the Lunatic Asylum. A verdict of died from natural causes was returned. The body of Jas. Brett, found in the Waimea River, has been found. At the Police Court to-day four men belonging to the Sir Edward Rochester were sentenced to gaol for refusing duty. [146, 659, 275, 695]
section-heading: Auction Notices. [1013, 36, 1065, 42]
column-3 [280, 34, 418, 1438]
article-text: WANTED, a few good Carpenters; none other need apply. Radford and Horne, South Dunedin. [422, 769, 551, 783]
